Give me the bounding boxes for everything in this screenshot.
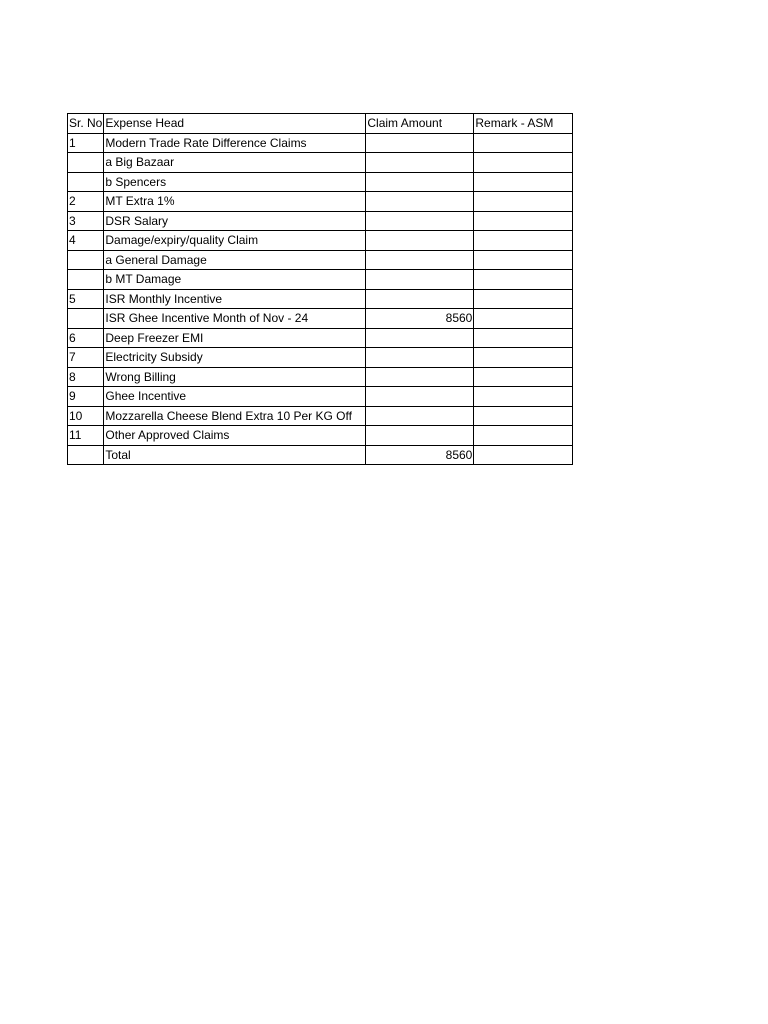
cell-remark[interactable] (474, 328, 573, 348)
table-row (68, 172, 573, 192)
cell-amount[interactable] (366, 211, 474, 231)
cell-sr[interactable]: 6 (68, 328, 104, 348)
cell-remark[interactable] (474, 367, 573, 387)
cell-amount[interactable] (366, 426, 474, 446)
table-row (68, 426, 573, 446)
cell-remark[interactable] (474, 172, 573, 192)
total-label[interactable]: Total (104, 445, 366, 465)
cell-sr[interactable] (68, 270, 104, 290)
cell-head[interactable]: ISR Monthly Incentive (104, 289, 366, 309)
cell-amount[interactable] (366, 289, 474, 309)
cell-head[interactable]: a General Damage (104, 250, 366, 270)
cell-sr[interactable]: 2 (68, 192, 104, 212)
cell-amount[interactable] (366, 348, 474, 368)
cell-remark[interactable] (474, 387, 573, 407)
table-row (68, 250, 573, 270)
cell-remark[interactable] (474, 348, 573, 368)
cell-amount[interactable] (366, 172, 474, 192)
cell-head[interactable]: Damage/expiry/quality Claim (104, 231, 366, 251)
cell-remark[interactable] (474, 289, 573, 309)
cell-remark[interactable] (474, 211, 573, 231)
table-header-row (68, 114, 573, 134)
cell-sr[interactable]: 5 (68, 289, 104, 309)
header-remark[interactable]: Remark - ASM (474, 114, 573, 134)
expense-claim-table (67, 113, 573, 465)
cell-amount[interactable] (366, 250, 474, 270)
cell-sr[interactable]: 9 (68, 387, 104, 407)
cell-sr[interactable] (68, 172, 104, 192)
cell-sr[interactable]: 11 (68, 426, 104, 446)
cell-sr[interactable]: 10 (68, 406, 104, 426)
cell-remark[interactable] (474, 250, 573, 270)
cell-head[interactable]: Other Approved Claims (104, 426, 366, 446)
cell-sr[interactable]: 4 (68, 231, 104, 251)
table-row (68, 289, 573, 309)
cell-head[interactable]: b Spencers (104, 172, 366, 192)
table-row (68, 387, 573, 407)
table-row (68, 133, 573, 153)
header-sr-no[interactable]: Sr. No (68, 114, 104, 134)
cell-amount[interactable] (366, 367, 474, 387)
cell-sr[interactable] (68, 250, 104, 270)
cell-head[interactable]: MT Extra 1% (104, 192, 366, 212)
cell-remark[interactable] (474, 270, 573, 290)
table-row (68, 231, 573, 251)
table-row (68, 153, 573, 173)
cell-sr[interactable] (68, 309, 104, 329)
cell-remark[interactable] (474, 406, 573, 426)
table-row (68, 406, 573, 426)
table-row (68, 309, 573, 329)
cell-amount[interactable] (366, 231, 474, 251)
cell-sr[interactable]: 3 (68, 211, 104, 231)
cell-head[interactable]: a Big Bazaar (104, 153, 366, 173)
table-row (68, 348, 573, 368)
cell-sr[interactable]: 7 (68, 348, 104, 368)
table-row (68, 328, 573, 348)
cell-remark[interactable] (474, 192, 573, 212)
header-expense-head[interactable]: Expense Head (104, 114, 366, 134)
cell-remark[interactable] (474, 153, 573, 173)
cell-sr[interactable]: 1 (68, 133, 104, 153)
cell-head[interactable]: Wrong Billing (104, 367, 366, 387)
cell-head[interactable]: b MT Damage (104, 270, 366, 290)
cell-amount[interactable] (366, 133, 474, 153)
cell-remark[interactable] (474, 133, 573, 153)
cell-sr[interactable] (68, 445, 104, 465)
cell-remark[interactable] (474, 231, 573, 251)
cell-remark[interactable] (474, 309, 573, 329)
cell-remark[interactable] (474, 445, 573, 465)
cell-head[interactable]: Modern Trade Rate Difference Claims (104, 133, 366, 153)
total-row (68, 445, 573, 465)
total-amount[interactable]: 8560 (366, 445, 474, 465)
cell-amount[interactable] (366, 387, 474, 407)
table-row (68, 192, 573, 212)
cell-amount[interactable]: 8560 (366, 309, 474, 329)
cell-remark[interactable] (474, 426, 573, 446)
cell-sr[interactable]: 8 (68, 367, 104, 387)
cell-head[interactable]: DSR Salary (104, 211, 366, 231)
cell-amount[interactable] (366, 270, 474, 290)
cell-amount[interactable] (366, 406, 474, 426)
cell-head[interactable]: ISR Ghee Incentive Month of Nov - 24 (104, 309, 366, 329)
cell-sr[interactable] (68, 153, 104, 173)
cell-amount[interactable] (366, 153, 474, 173)
cell-head[interactable]: Ghee Incentive (104, 387, 366, 407)
cell-amount[interactable] (366, 328, 474, 348)
cell-head[interactable]: Electricity Subsidy (104, 348, 366, 368)
table-body (68, 114, 573, 465)
table-row (68, 367, 573, 387)
table-row (68, 211, 573, 231)
header-claim-amount[interactable]: Claim Amount (366, 114, 474, 134)
table-row (68, 270, 573, 290)
cell-head[interactable]: Deep Freezer EMI (104, 328, 366, 348)
cell-head[interactable]: Mozzarella Cheese Blend Extra 10 Per KG Off (104, 406, 366, 426)
cell-amount[interactable] (366, 192, 474, 212)
